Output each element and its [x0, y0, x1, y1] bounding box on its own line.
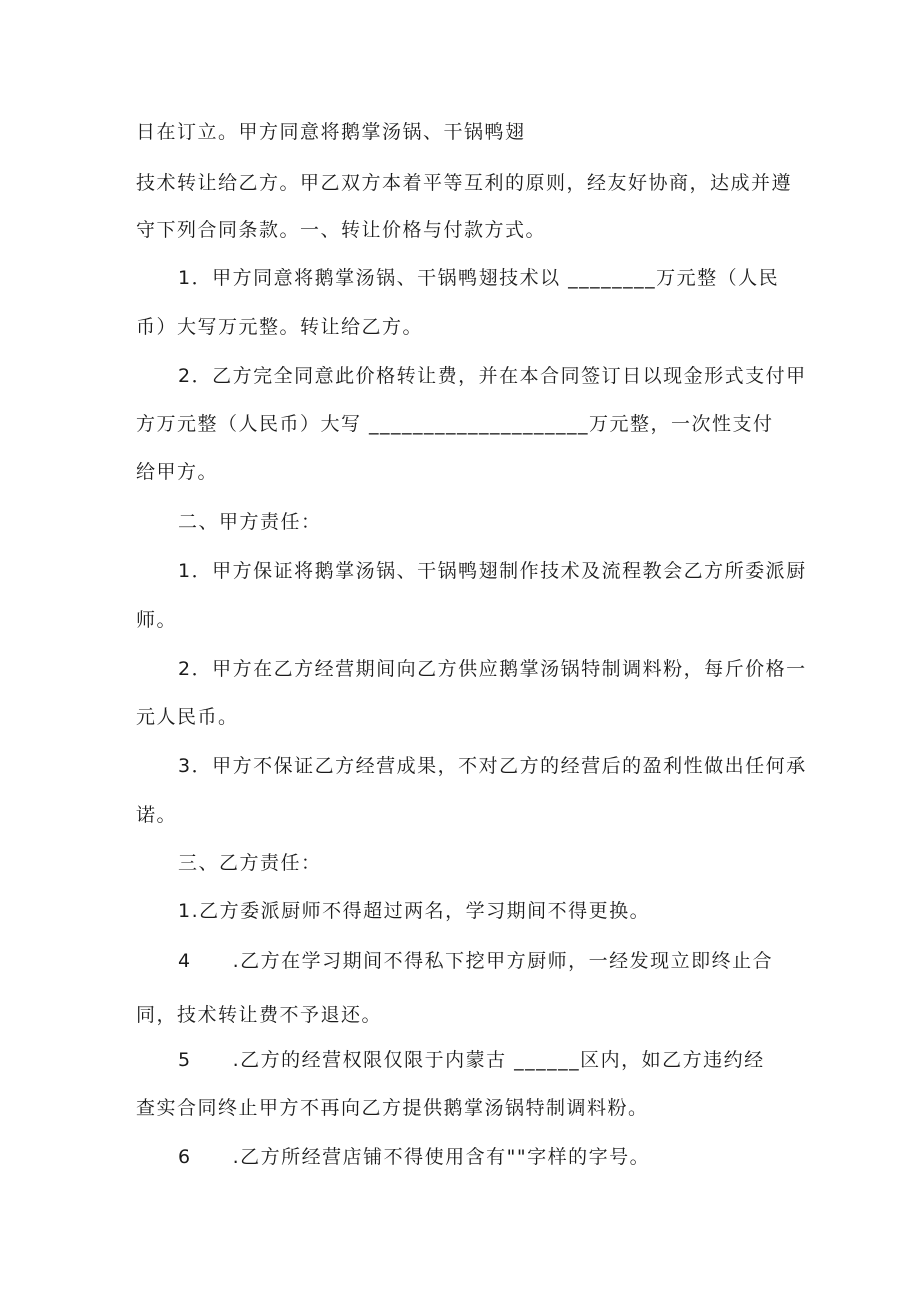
- text-line: 5 .乙方的经营权限仅限于内蒙古 ______区内，如乙方违约经: [178, 1049, 765, 1071]
- text-line: 技术转让给乙方。甲乙双方本着平等互利的原则，经友好协商，达成并遵: [136, 172, 793, 194]
- text-line: 守下列合同条款。一、转让价格与付款方式。: [136, 219, 547, 241]
- text-line: 日在订立。甲方同意将鹅掌汤锅、干锅鸭翅: [136, 121, 526, 143]
- text-line: 1．甲方同意将鹅掌汤锅、干锅鸭翅技术以 ________万元整（人民: [178, 267, 780, 289]
- text-line: 同，技术转让费不予退还。: [136, 1004, 383, 1026]
- text-line: 师。: [136, 609, 178, 631]
- text-line: 元人民币。: [136, 706, 239, 728]
- section-heading: 二、甲方责任：: [178, 511, 322, 533]
- text-line: 查实合同终止甲方不再向乙方提供鹅掌汤锅特制调料粉。: [136, 1097, 649, 1119]
- text-line: 给甲方。: [136, 461, 219, 483]
- text-line: 币）大写万元整。转让给乙方。: [136, 316, 424, 338]
- text-line: 3．甲方不保证乙方经营成果，不对乙方的经营后的盈利性做出任何承: [178, 755, 807, 777]
- text-line: 2．乙方完全同意此价格转让费，并在本合同签订日以现金形式支付甲: [178, 365, 807, 387]
- text-line: 方万元整（人民币）大写 ____________________万元整，一次性支付: [136, 413, 774, 435]
- text-line: 2．甲方在乙方经营期间向乙方供应鹅掌汤锅特制调料粉，每斤价格一: [178, 658, 807, 680]
- text-line: 诺。: [136, 804, 178, 826]
- text-line: 1.乙方委派厨师不得超过两名，学习期间不得更换。: [178, 900, 651, 922]
- text-line: 1．甲方保证将鹅掌汤锅、干锅鸭翅制作技术及流程教会乙方所委派厨: [178, 560, 807, 582]
- section-heading: 三、乙方责任：: [178, 852, 322, 874]
- text-line: 6 .乙方所经营店铺不得使用含有""字样的字号。: [178, 1146, 651, 1168]
- text-line: 4 .乙方在学习期间不得私下挖甲方厨师，一经发现立即终止合: [178, 950, 774, 972]
